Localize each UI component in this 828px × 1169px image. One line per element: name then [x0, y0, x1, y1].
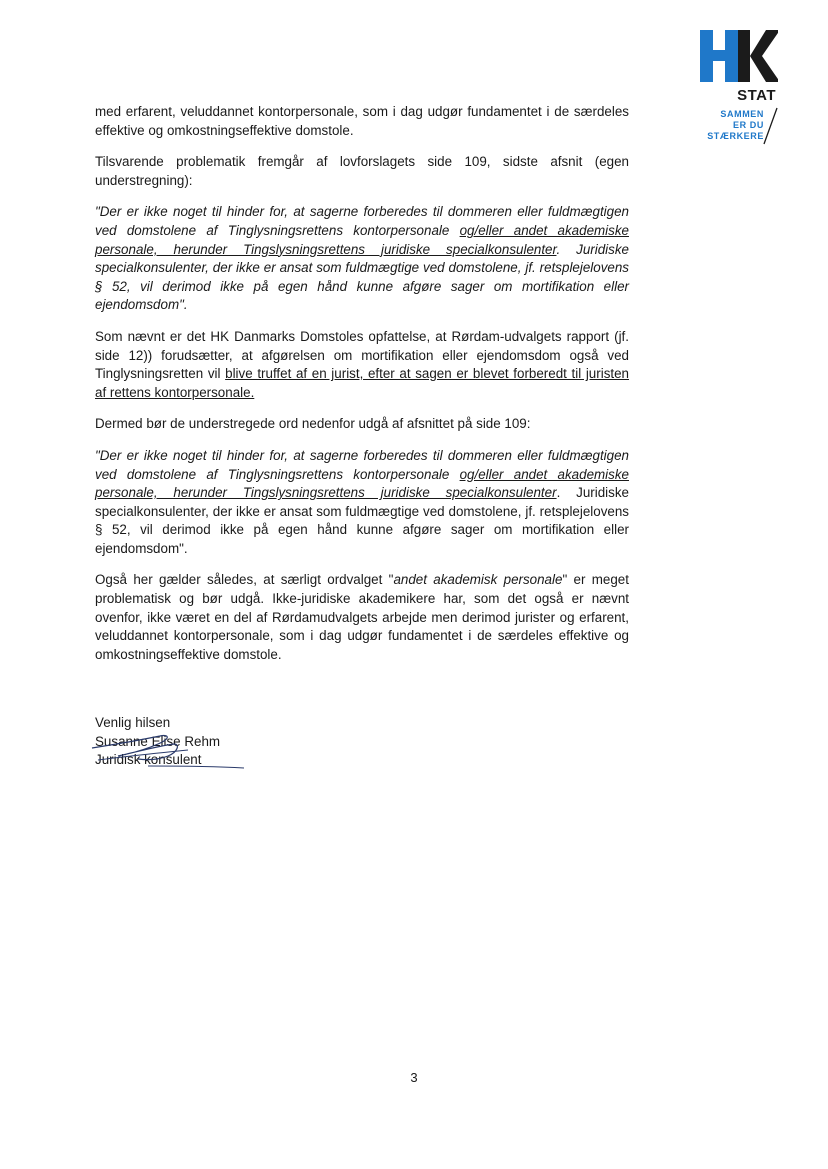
signer-name: Susanne Elise Rehm: [95, 733, 221, 749]
paragraph: [95, 571, 629, 664]
signer-title: Juridisk konsulent: [95, 752, 202, 768]
quoted-paragraph: [95, 203, 629, 315]
slogan-line: SAMMEN: [720, 109, 764, 119]
page-number: 3: [410, 1070, 418, 1085]
slogan-line: ER DU: [732, 120, 764, 130]
paragraph: med erfarent, veluddannet kontorpersonale, som i dag udgør fundamentet i de særdeles effektive og omkostningseffektive domstole.: [95, 104, 629, 138]
logo-slash-icon: [762, 107, 778, 145]
slogan-line: STÆRKERE: [707, 131, 764, 141]
underlined-text: blive truffet af en jurist, efter at sagen er blevet forberedt til juristen af rettens kontorpersonale.: [95, 366, 630, 400]
italic-text: andet akademisk personale: [393, 572, 563, 588]
quoted-paragraph: [95, 447, 629, 559]
quote-text: "Der er ikke noget til hinder for, at sagerne forberedes til dommeren eller fuldmægtigen ved domstolene af Tinglysningsrettens kontorpersonale: [95, 447, 629, 482]
paragraph-text: " er meget problematisk og bør udgå. Ikke-juridiske akademikere har, som det også er nævnt ovenfor, ikke været en del af Rørdamudvalgets arbejde men derimod jurister og erfarent, veluddannet kontorpersonale, som i dag udgør fundamentet i de særdeles effektive og omkostningseffektive domstole.: [95, 572, 629, 662]
greeting: Venlig hilsen: [95, 715, 171, 730]
handwritten-signature-icon: [88, 726, 248, 774]
quote-text: . Juridiske specialkonsulenter, der ikke er ansat som fuldmægtige ved domstolene, jf. retsplejelovens § 52, vil derimod ikke på egen hånd kunne afgøre sager om mortifikation eller ejendomsdom".: [95, 485, 629, 556]
paragraph-text: Også her gælder således, at særligt ordvalget ": [95, 572, 394, 588]
letter-body: [95, 103, 629, 677]
paragraph: [95, 328, 629, 402]
hk-stat-logo: [690, 30, 790, 150]
underlined-text: og/eller andet akademiske personale, herunder Tingslysningsrettens juridiske specialkonsulenter: [95, 466, 629, 501]
paragraph: Tilsvarende problematik fremgår af lovforslagets side 109, sidste afsnit (egen understregning):: [95, 154, 629, 188]
logo-stat-text: STAT: [737, 87, 776, 104]
quote-text: . Juridiske specialkonsulenter, der ikke er ansat som fuldmægtige ved domstolene, jf. retsplejelovens § 52, vil derimod ikke på egen hånd kunne afgøre sager om mortifikation eller ejendomsdom".: [95, 241, 629, 313]
logo-slogan: [707, 109, 764, 142]
quote-text: "Der er ikke noget til hinder for, at sagerne forberedes til dommeren eller fuldmægtigen ved domstolene af Tinglysningsrettens kontorpersonale: [95, 204, 629, 238]
hk-logo-mark-icon: [700, 30, 778, 82]
paragraph: Dermed bør de understregede ord nedenfor udgå af afsnittet på side 109:: [95, 416, 531, 432]
underlined-text: og/eller andet akademiske personale, herunder Tingslysningsrettens juridiske specialkonsulenter: [95, 222, 629, 257]
paragraph-text: Som nævnt er det HK Danmarks Domstoles opfattelse, at Rørdam-udvalgets rapport (jf. side 12)) forudsætter, at afgørelsen om mortifikation eller ejendomsdom også ved Tinglysningsretten vil: [95, 328, 629, 382]
